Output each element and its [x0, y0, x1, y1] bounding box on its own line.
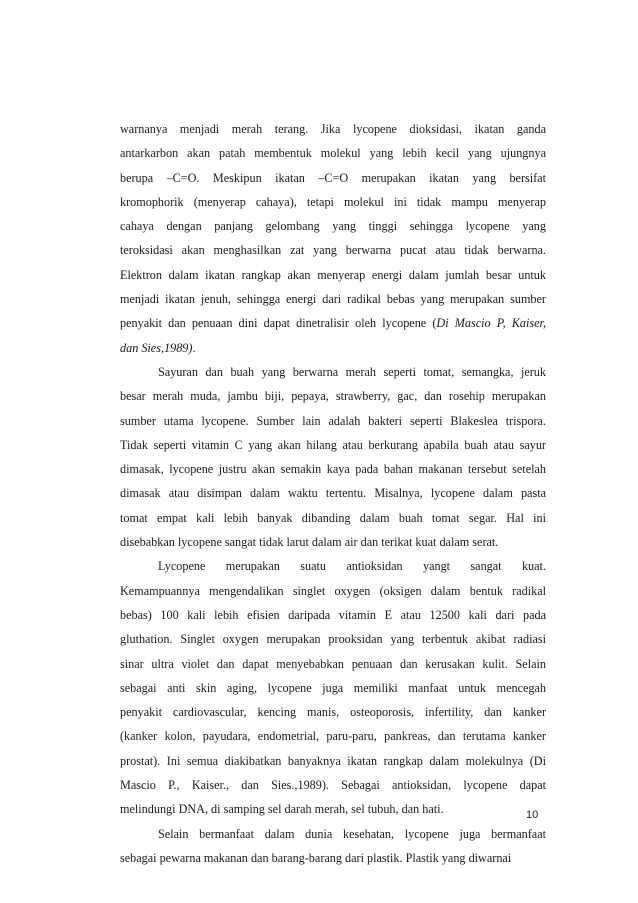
- page-number: 10: [526, 809, 539, 821]
- text-line: gluthation. Singlet oxygen merupakan prooksidan yang terbentuk akibat radiasi: [120, 632, 546, 647]
- citation-text: dan Sies,1989): [120, 340, 193, 355]
- text-line: bebas) 100 kali lebih efisien daripada vitamin E atau 12500 kali dari pada: [120, 607, 546, 622]
- paragraph: [120, 117, 546, 360]
- text-line: antarkarbon akan patah membentuk molekul yang lebih kecil yang ujungnya: [120, 146, 546, 161]
- text-line: sumber utama lycopene. Sumber lain adalah bakteri seperti Blakeslea trispora.: [120, 413, 546, 428]
- paragraph: [120, 360, 546, 554]
- text-line: Selain bermanfaat dalam dunia kesehatan, lycopene juga bermanfaat: [158, 826, 546, 841]
- text-line: tomat empat kali lebih banyak dibanding dalam buah tomat segar. Hal ini: [120, 510, 546, 525]
- text-line: penyakit cardiovascular, kencing manis, osteoporosis, infertility, dan kanker: [120, 705, 546, 720]
- text-line: Sayuran dan buah yang berwarna merah seperti tomat, semangka, jeruk: [158, 364, 546, 379]
- text-line: besar merah muda, jambu biji, pepaya, strawberry, gac, dan rosehip merupakan: [120, 389, 546, 404]
- paragraph: [120, 554, 546, 821]
- text-line: dimasak, lycopene justru akan semakin kaya pada bahan makanan tersebut setelah: [120, 462, 546, 477]
- citation-text: Di Mascio P, Kaiser,: [436, 316, 546, 331]
- text-line: dan Sies,1989).: [120, 340, 196, 355]
- text-line: Lycopene merupakan suatu antioksidan yangt sangat kuat.: [158, 559, 546, 574]
- paragraph: [120, 822, 546, 871]
- text-line: Tidak seperti vitamin C yang akan hilang atau berkurang apabila buah atau sayur: [120, 437, 546, 452]
- text-line: (kanker kolon, payudara, endometrial, paru-paru, pankreas, dan terutama kanker: [120, 729, 546, 744]
- text-line: melindungi DNA, di samping sel darah merah, sel tubuh, dan hati.: [120, 802, 444, 817]
- text-line: teroksidasi akan menghasilkan zat yang berwarna pucat atau tidak berwarna.: [120, 243, 546, 258]
- text-line: Mascio P., Kaiser., dan Sies.,1989). Sebagai antioksidan, lycopene dapat: [120, 778, 546, 793]
- text-line: Elektron dalam ikatan rangkap akan menyerap energi dalam jumlah besar untuk: [120, 267, 546, 282]
- text-line: penyakit dan penuaan dini dapat dinetralisir oleh lycopene (Di Mascio P, Kaiser,: [120, 316, 546, 331]
- text-line: cahaya dengan panjang gelombang yang tinggi sehingga lycopene yang: [120, 219, 546, 234]
- text-line: berupa –C=O. Meskipun ikatan –C=O merupakan ikatan yang bersifat: [120, 170, 546, 185]
- text-line: dimasak atau disimpan dalam waktu tertentu. Misalnya, lycopene dalam pasta: [120, 486, 546, 501]
- text-line: sebagai anti skin aging, lycopene juga memiliki manfaat untuk mencegah: [120, 680, 546, 695]
- text-line: warnanya menjadi merah terang. Jika lycopene dioksidasi, ikatan ganda: [120, 122, 546, 136]
- text-line: sebagai pewarna makanan dan barang-barang dari plastik. Plastik yang diwarnai: [120, 850, 512, 865]
- text-line: kromophorik (menyerap cahaya), tetapi molekul ini tidak mampu menyerap: [120, 194, 546, 209]
- text-line: disebabkan lycopene sangat tidak larut dalam air dan terikat kuat dalam serat.: [120, 535, 499, 550]
- text-line: sinar ultra violet dan dapat menyebabkan penuaan dan kerusakan kulit. Selain: [120, 656, 546, 671]
- text-line: prostat). Ini semua diakibatkan banyaknya ikatan rangkap dalam molekulnya (Di: [120, 753, 546, 768]
- text-line: Kemampuannya mengendalikan singlet oxygen (oksigen dalam bentuk radikal: [120, 583, 546, 598]
- body-text: [120, 117, 546, 870]
- text-line: menjadi ikatan jenuh, sehingga energi dari radikal bebas yang merupakan sumber: [120, 292, 546, 307]
